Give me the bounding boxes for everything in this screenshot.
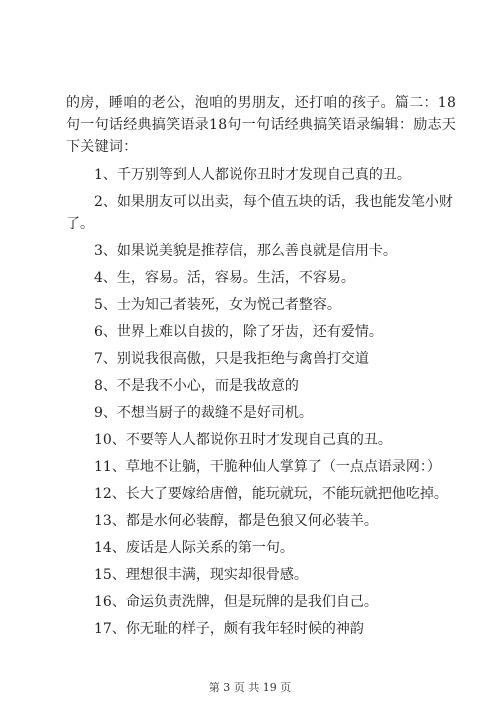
list-item (66, 591, 438, 613)
list-item-line: 2、如果朋友可以出卖，每个值五块的话，我也能发笔小财 (94, 194, 453, 210)
list-item (66, 537, 438, 559)
list-item-line: 11、草地不让躺，干脆种仙人掌算了（一点点语录网：） (94, 459, 441, 475)
list-item (66, 618, 438, 640)
list-item (66, 267, 438, 289)
list-item-line: 15、理想很丰满，现实却很骨感。 (94, 567, 308, 583)
intro-line: 下关键词： (66, 139, 138, 155)
list-item (66, 191, 453, 235)
document-body (66, 92, 457, 645)
page-footer: 第 3 页 共 19 页 (208, 681, 292, 694)
list-item-line: 3、如果说美貌是推荐信，那么善良就是信用卡。 (94, 243, 397, 259)
list-item (66, 348, 438, 370)
list-item (66, 564, 438, 586)
list-item (66, 456, 441, 478)
list-item-line: 8、不是我不小心，而是我故意的 (94, 378, 299, 394)
list-item (66, 321, 438, 343)
list-item (66, 402, 438, 424)
intro-line: 的房，睡咱的老公，泡咱的男朋友，还打咱的孩子。篇二：18 (66, 95, 457, 111)
list-item-line: 5、士为知己者装死，女为悦己者整容。 (94, 297, 341, 313)
list-item-line: 16、命运负责洗牌，但是玩牌的是我们自己。 (94, 594, 378, 610)
list-item-line: 1、千万别等到人人都说你丑时才发现自己真的丑。 (94, 167, 411, 183)
list-item-line: 4、生，容易。活，容易。生活，不容易。 (94, 270, 355, 286)
list-item-line: 12、长大了要嫁给唐僧，能玩就玩，不能玩就把他吃掉。 (94, 486, 448, 502)
list-item (66, 510, 438, 532)
intro-paragraph (66, 92, 457, 158)
list-item (66, 294, 438, 316)
list-item-line: 6、世界上难以自拔的，除了牙齿，还有爱情。 (94, 324, 383, 340)
list-item (66, 483, 448, 505)
list-item (66, 375, 438, 397)
list-item-line: 13、都是水何必装醇，都是色狼又何必装羊。 (94, 513, 378, 529)
list-item-line: 9、不想当厨子的裁缝不是好司机。 (94, 405, 313, 421)
list-item-line: 14、废话是人际关系的第一句。 (94, 540, 294, 556)
list-item (66, 164, 438, 186)
list-item-line: 17、你无耻的样子，颇有我年轻时候的神韵 (94, 621, 364, 637)
list-item-line: 了。 (66, 216, 94, 232)
list-item (66, 240, 438, 262)
list-item (66, 429, 438, 451)
list-item-line: 10、不要等人人都说你丑时才发现自己真的丑。 (94, 432, 392, 448)
intro-line: 句一句话经典搞笑语录18句一句话经典搞笑语录编辑：励志天 (66, 117, 457, 133)
quote-list (66, 164, 453, 640)
list-item-line: 7、别说我很高傲，只是我拒绝与禽兽打交道 (94, 351, 369, 367)
